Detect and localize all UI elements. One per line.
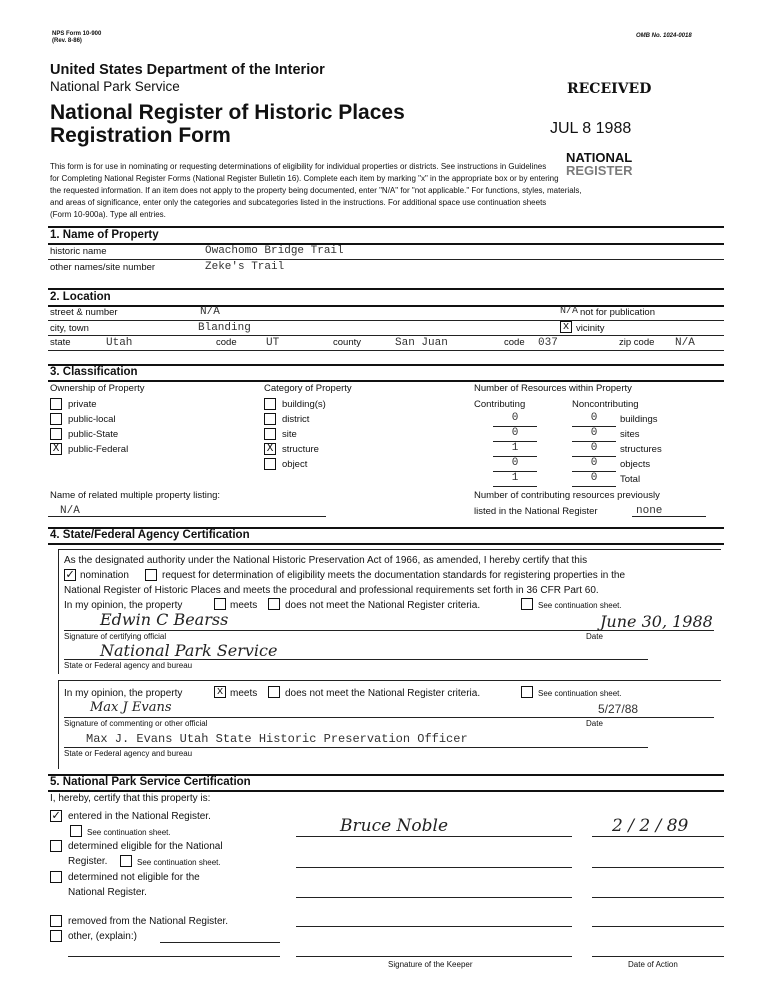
instructions-line: This form is for use in nominating or requesting determinations of eligibility for individual properties or districts. See instructions in Guidelines <box>50 162 547 171</box>
omb-number: OMB No. 1024-0018 <box>636 33 692 39</box>
section-4-heading: 4. State/Federal Agency Certification <box>50 529 250 541</box>
certifying-date-label: Date <box>586 632 603 641</box>
instructions-line: (Form 10-900a). Type all entries. <box>50 210 166 219</box>
ownership-public-state-label: public-State <box>68 429 119 440</box>
county-label: county <box>333 337 361 348</box>
city-label: city, town <box>50 323 89 334</box>
service-name: National Park Service <box>50 79 180 94</box>
noncontributing-label: Noncontributing <box>572 399 639 410</box>
previously-listed-value[interactable]: none <box>636 505 663 517</box>
commenting-date[interactable]: 5/27/88 <box>598 702 639 716</box>
commenting-official-signature[interactable]: Max J Evans <box>90 700 172 715</box>
ownership-public-state-checkbox[interactable] <box>50 428 62 440</box>
ownership-private-label: private <box>68 399 97 410</box>
contributing-count[interactable]: 1 <box>511 442 519 454</box>
ownership-public-local-checkbox[interactable] <box>50 413 62 425</box>
determined-eligible-label-2: Register. <box>68 856 108 867</box>
county-code-value[interactable]: 037 <box>538 337 558 349</box>
see-continuation-2-label: See continuation sheet. <box>538 689 622 698</box>
keeper-date-of-action[interactable]: 2 / 2 / 89 <box>612 816 689 836</box>
category-site-label: site <box>282 429 297 440</box>
keeper-signature-label: Signature of the Keeper <box>388 960 473 969</box>
meets-2-label: meets <box>230 688 258 699</box>
determined-eligible-label-1: determined eligible for the National <box>68 841 223 852</box>
previously-listed-label-2: listed in the National Register <box>474 506 598 517</box>
commenting-date-label: Date <box>586 719 603 728</box>
resource-type-label: structures <box>620 444 662 455</box>
eligible-continuation-label: See continuation sheet. <box>137 858 221 867</box>
form-title-line2: Registration Form <box>50 124 231 147</box>
does-not-meet-label: does not meet the National Register criteria. <box>285 600 481 611</box>
zip-label: zip code <box>619 337 655 348</box>
county-code-label: code <box>504 337 525 348</box>
commenting-agency-label: State or Federal agency and bureau <box>64 749 193 758</box>
section-1-heading: 1. Name of Property <box>50 229 159 241</box>
does-not-meet-checkbox[interactable] <box>268 598 280 610</box>
section-5-heading: 5. National Park Service Certification <box>50 776 251 788</box>
category-district-checkbox[interactable] <box>264 413 276 425</box>
resource-type-label: objects <box>620 459 651 470</box>
contributing-label: Contributing <box>474 399 526 410</box>
eligible-continuation-checkbox[interactable] <box>120 855 132 867</box>
opinion-label: In my opinion, the property <box>64 600 183 611</box>
noncontributing-total[interactable]: 0 <box>590 472 598 484</box>
stamp-register: REGISTER <box>566 163 633 178</box>
keeper-signature[interactable]: Bruce Noble <box>340 816 449 836</box>
certification-statement-line1: As the designated authority under the National Historic Preservation Act of 1966, as amended, I hereby certify that this <box>64 555 588 566</box>
street-value[interactable]: N/A <box>200 306 220 318</box>
meets-checkbox[interactable] <box>214 598 226 610</box>
ownership-private-checkbox[interactable] <box>50 398 62 410</box>
form-number: NPS Form 10-900 <box>52 31 102 37</box>
street-label: street & number <box>50 307 118 318</box>
section-3-heading: 3. Classification <box>50 366 138 378</box>
category-site-checkbox[interactable] <box>264 428 276 440</box>
received-stamp-date: JUL 8 1988 <box>550 120 632 137</box>
agency-bureau-handwritten[interactable]: National Park Service <box>100 641 278 660</box>
determined-eligible-checkbox[interactable] <box>50 840 62 852</box>
zip-value[interactable]: N/A <box>675 337 695 349</box>
entered-continuation-checkbox[interactable] <box>70 825 82 837</box>
code-label: code <box>216 337 237 348</box>
resource-total-label: Total <box>620 474 641 485</box>
other-names-value[interactable]: Zeke's Trail <box>205 261 285 273</box>
previously-listed-label-1: Number of contributing resources previously <box>474 490 660 501</box>
nomination-checkbox[interactable]: ✓ <box>64 569 76 581</box>
other-label: other, (explain:) <box>68 931 137 942</box>
department-name: United States Department of the Interior <box>50 62 325 78</box>
contributing-count[interactable]: 0 <box>511 427 519 439</box>
state-label: state <box>50 337 71 348</box>
multiple-property-label: Name of related multiple property listing: <box>50 490 221 501</box>
certifying-official-signature[interactable]: Edwin C Bearss <box>100 610 229 629</box>
instructions-line: for Completing National Register Forms (National Register Bulletin 16). Complete each item by marking "x" in the appropriate box or by entering <box>50 174 559 183</box>
category-label: Category of Property <box>264 383 352 394</box>
nomination-label: nomination <box>80 570 129 581</box>
commenting-official-label: Signature of commenting or other official <box>64 719 208 728</box>
vicinity-checkbox[interactable]: x <box>560 321 572 333</box>
certification-statement-line3: National Register of Historic Places and meets the procedural and professional requirements set forth in 36 CFR Part 60. <box>64 585 599 596</box>
not-for-publication-checkbox[interactable]: N/A <box>560 306 579 317</box>
certification-statement-line2: request for determination of eligibility meets the documentation standards for registering properties in the <box>162 570 626 581</box>
does-not-meet-2-checkbox[interactable] <box>268 686 280 698</box>
received-stamp: RECEIVED <box>567 81 652 97</box>
category-district-label: district <box>282 414 310 425</box>
see-continuation-label: See continuation sheet. <box>538 601 622 610</box>
noncontributing-count[interactable]: 0 <box>590 412 598 424</box>
determination-request-checkbox[interactable] <box>145 569 157 581</box>
form-title-line1: National Register of Historic Places <box>50 101 405 124</box>
category-structure-label: structure <box>282 444 319 455</box>
ownership-label: Ownership of Property <box>50 383 145 394</box>
section-2-heading: 2. Location <box>50 291 111 303</box>
historic-name-value[interactable]: Owachomo Bridge Trail <box>205 245 344 257</box>
category-object-checkbox[interactable] <box>264 458 276 470</box>
date-of-action-label: Date of Action <box>628 960 678 969</box>
code-value[interactable]: UT <box>266 337 280 349</box>
instructions-line: and areas of significance, enter only the categories and subcategories listed in the instructions. For additional space use continuation sheets <box>50 198 547 207</box>
instructions-line: the requested information. If an item does not apply to the property being documented, enter "N/A" for "not applicable." For functions, styles, materials, <box>50 186 582 195</box>
contributing-total[interactable]: 1 <box>511 472 519 484</box>
county-value[interactable]: San Juan <box>395 337 448 349</box>
noncontributing-count[interactable]: 0 <box>590 442 598 454</box>
other-checkbox[interactable] <box>50 930 62 942</box>
determined-not-eligible-checkbox[interactable] <box>50 871 62 883</box>
determined-not-eligible-label-1: determined not eligible for the <box>68 872 200 883</box>
contributing-count[interactable]: 0 <box>511 412 519 424</box>
category-building-label: building(s) <box>282 399 326 410</box>
historic-name-label: historic name <box>50 246 107 257</box>
agency-bureau-label: State or Federal agency and bureau <box>64 661 193 670</box>
does-not-meet-2-label: does not meet the National Register criteria. <box>285 688 481 699</box>
category-structure-checkbox[interactable]: X <box>264 443 276 455</box>
entered-checkbox[interactable]: ✓ <box>50 810 62 822</box>
ownership-public-federal-checkbox[interactable]: X <box>50 443 62 455</box>
other-names-label: other names/site number <box>50 262 156 273</box>
ownership-public-federal-label: public-Federal <box>68 444 129 455</box>
entered-continuation-label: See continuation sheet. <box>87 828 171 837</box>
contributing-count[interactable]: 0 <box>511 457 519 469</box>
meets-label: meets <box>230 600 258 611</box>
category-building-checkbox[interactable] <box>264 398 276 410</box>
stamp-national: NATIONAL <box>566 150 633 165</box>
determined-not-eligible-label-2: National Register. <box>68 887 147 898</box>
not-for-publication-label: not for publication <box>580 307 655 318</box>
entered-label: entered in the National Register. <box>68 811 211 822</box>
category-object-label: object <box>282 459 308 470</box>
removed-checkbox[interactable] <box>50 915 62 927</box>
opinion-2-label: In my opinion, the property <box>64 688 183 699</box>
certification-date[interactable]: June 30, 1988 <box>600 612 713 631</box>
resources-label: Number of Resources within Property <box>474 383 632 394</box>
see-continuation-checkbox[interactable] <box>521 598 533 610</box>
meets-2-checkbox[interactable]: x <box>214 686 226 698</box>
certifying-official-label: Signature of certifying official <box>64 632 167 641</box>
vicinity-label: vicinity <box>576 323 605 334</box>
noncontributing-count[interactable]: 0 <box>590 457 598 469</box>
resource-type-label: buildings <box>620 414 658 425</box>
form-revision: (Rev. 8-86) <box>52 38 82 44</box>
keeper-certify-statement: I, hereby, certify that this property is: <box>50 793 211 804</box>
removed-label: removed from the National Register. <box>68 916 229 927</box>
noncontributing-count[interactable]: 0 <box>590 427 598 439</box>
see-continuation-2-checkbox[interactable] <box>521 686 533 698</box>
commenting-agency-value[interactable]: Max J. Evans Utah State Historic Preservation Officer <box>86 732 468 746</box>
resource-type-label: sites <box>620 429 640 440</box>
city-value[interactable]: Blanding <box>198 322 251 334</box>
multiple-property-value[interactable]: N/A <box>60 505 80 517</box>
ownership-public-local-label: public-local <box>68 414 116 425</box>
state-value[interactable]: Utah <box>106 337 133 349</box>
